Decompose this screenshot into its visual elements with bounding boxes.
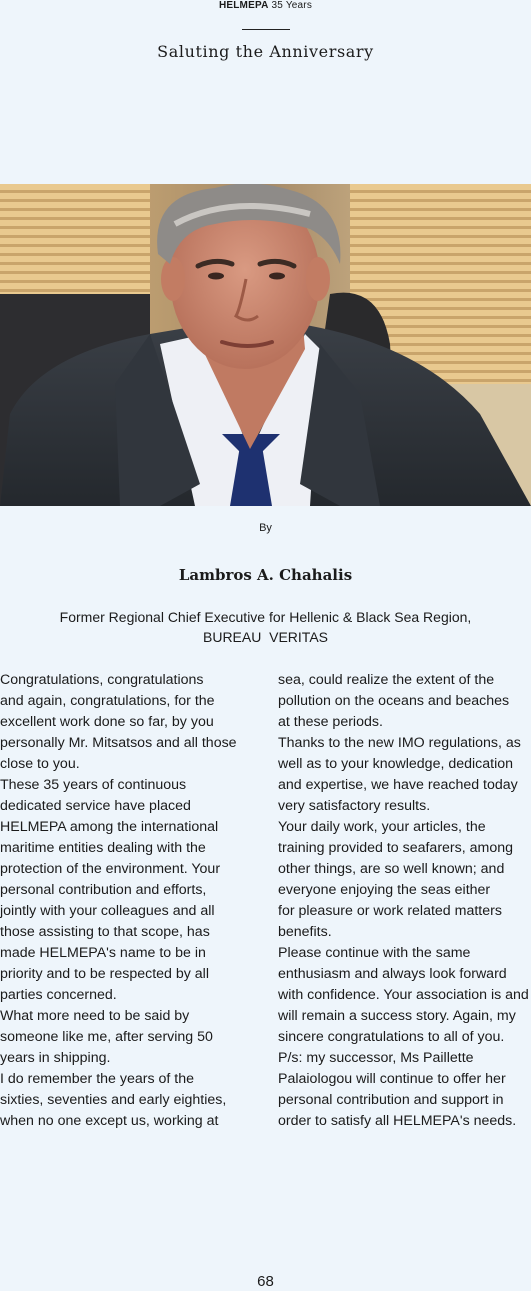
article-line: jointly with your colleagues and all: [0, 903, 215, 919]
article-line: made HELMEPA's name to be in: [0, 945, 206, 961]
page-number: 68: [257, 1273, 274, 1290]
article-line: parties concerned.: [0, 987, 117, 1003]
article-line: maritime entities dealing with the: [0, 840, 206, 856]
article-line: everyone enjoying the seas either: [278, 882, 491, 898]
article-line: and expertise, we have reached today: [278, 777, 518, 793]
article-line: will remain a success story. Again, my: [278, 1008, 516, 1024]
article-line: dedicated service have placed: [0, 798, 191, 814]
article-line: excellent work done so far, by you: [0, 714, 214, 730]
article-line: personal contribution and efforts,: [0, 882, 207, 898]
article-line: HELMEPA among the international: [0, 819, 219, 835]
article-line: personal contribution and support in: [278, 1092, 504, 1108]
header-brand: HELMEPA: [218, 0, 269, 11]
article-line: sea, could realize the extent of the: [278, 672, 495, 688]
article-line: other things, are so well known; and: [278, 861, 505, 877]
article-line: and again, congratulations, for the: [0, 693, 215, 709]
article-line: those assisting to that scope, has: [0, 924, 210, 940]
article-line: for pleasure or work related matters: [278, 903, 502, 919]
article-line: Congratulations, congratulations: [0, 672, 204, 688]
byline-by: By: [259, 522, 272, 534]
article-column-left: [0, 670, 262, 1132]
article-line: Please continue with the same: [278, 945, 471, 961]
article-line: order to satisfy all HELMEPA's needs.: [278, 1113, 517, 1129]
article-line: What more need to be said by: [0, 1008, 190, 1024]
article-line: Thanks to the new IMO regulations, as: [278, 735, 521, 751]
author-company: BUREAU VERITAS: [203, 629, 328, 645]
article-line: sixties, seventies and early eighties,: [0, 1092, 227, 1108]
article-line: benefits.: [278, 924, 332, 940]
article-column-right: [278, 670, 531, 1132]
article-line: very satisfactory results.: [278, 798, 431, 814]
article-line: Palaiologou will continue to offer her: [278, 1071, 506, 1087]
author-name: Lambros A. Chahalis: [178, 566, 353, 584]
header-years: 35 Years: [271, 0, 313, 11]
running-header: [0, 0, 531, 12]
article-line: sincere congratulations to all of you.: [278, 1029, 505, 1045]
article-line: I do remember the years of the: [0, 1071, 194, 1087]
page-header: [0, 0, 531, 62]
article-line: well as to your knowledge, dedication: [278, 756, 514, 772]
section-title: Saluting the Anniversary: [157, 42, 374, 61]
article-line: pollution on the oceans and beaches: [278, 693, 510, 709]
article-line: priority and to be respected by all: [0, 966, 209, 982]
article-line: years in shipping.: [0, 1050, 111, 1066]
article-line: someone like me, after serving 50: [0, 1029, 213, 1045]
article-line: enthusiasm and always look forward: [278, 966, 507, 982]
article-line: P/s: my successor, Ms Paillette: [278, 1050, 474, 1066]
article-line: Your daily work, your articles, the: [278, 819, 486, 835]
article-line: close to you.: [0, 756, 80, 772]
author-role-line-1: Former Regional Chief Executive for Hellenic & Black Sea Region,: [59, 609, 472, 625]
article-line: protection of the environment. Your: [0, 861, 221, 877]
article-line: personally Mr. Mitsatsos and all those: [0, 735, 237, 751]
article-line: training provided to seafarers, among: [278, 840, 514, 856]
article-line: at these periods.: [278, 714, 383, 730]
author-portrait-photo: [0, 184, 531, 506]
article-line: These 35 years of continuous: [0, 777, 187, 793]
header-divider: [242, 29, 290, 30]
article-line: with confidence. Your association is and: [278, 987, 529, 1003]
article-line: when no one except us, working at: [0, 1113, 219, 1129]
author-role: [0, 607, 531, 647]
